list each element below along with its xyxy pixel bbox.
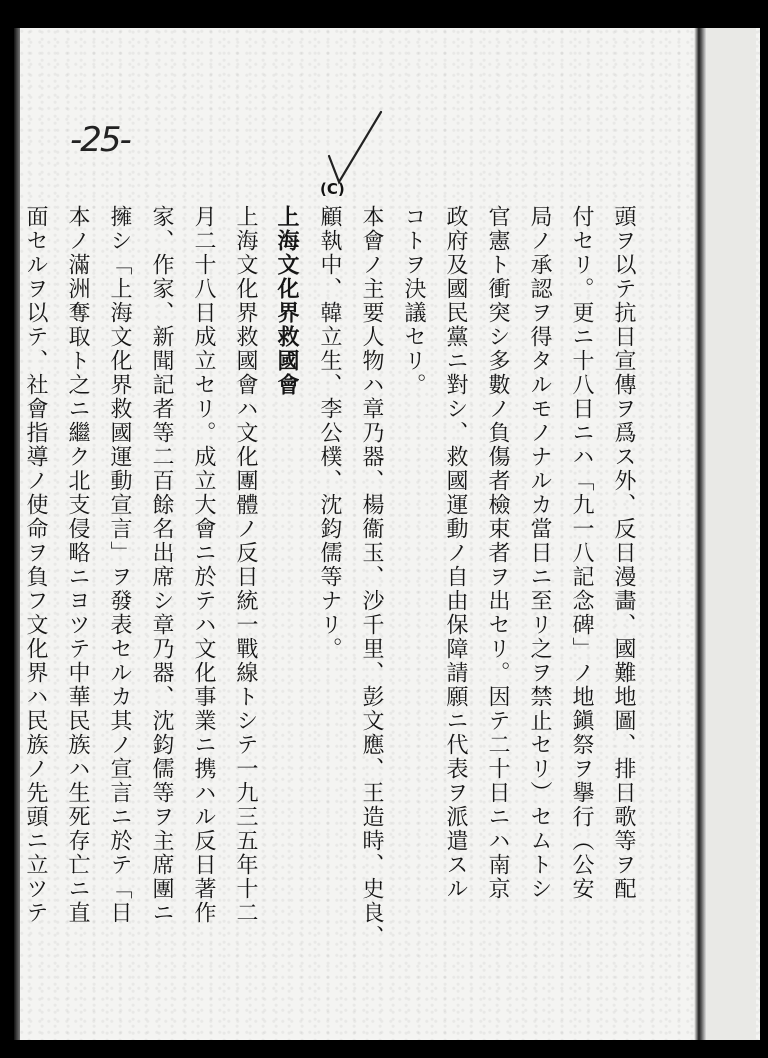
- page-number: -25-: [70, 120, 130, 160]
- text-column: 官憲ト衝突シ多數ノ負傷者檢束者ヲ出セリ。因テ二十日ニハ南京: [485, 205, 510, 901]
- text-column: 擁シ「上海文化界救國運動宣言」ヲ發表セルカ其ノ宣言ニ於テ「日: [107, 205, 132, 925]
- text-column: コトヲ決議セリ。: [401, 205, 426, 397]
- text-column: 上海文化界救國會ハ文化團體ノ反日統一戰線トシテ一九三五年十二: [233, 205, 258, 925]
- text-column: 局ノ承認ヲ得タルモノナルカ當日ニ至リ之ヲ禁止セリ）セムトシ: [527, 205, 552, 901]
- text-column: 政府及國民黨ニ對シ、救國運動ノ自由保障請願ニ代表ヲ派遣スル: [443, 205, 468, 901]
- text-column: 頭ヲ以テ抗日宣傳ヲ爲ス外、反日漫畵、國難地圖、排日歌等ヲ配: [611, 205, 636, 901]
- section-marker: (C): [320, 180, 345, 198]
- adjacent-page-strip: [706, 28, 756, 1040]
- page-fold-line: [694, 28, 706, 1040]
- text-column: 面セルヲ以テ、社會指導ノ使命ヲ負フ文化界ハ民族ノ先頭ニ立ツテ: [23, 205, 48, 925]
- text-column: 本會ノ主要人物ハ章乃器、楊衞玉、沙千里、彭文應、王造時、史良、: [359, 205, 384, 949]
- checkmark-icon: [325, 108, 385, 188]
- text-column: 顧執中、韓立生、李公樸、沈鈞儒等ナリ。: [317, 205, 342, 661]
- text-column: 付セリ。更ニ十八日ニハ「九一八記念碑」ノ地鎭祭ヲ擧行（公安: [569, 205, 594, 901]
- section-heading: 上海文化界救國會: [274, 205, 300, 397]
- text-column: 本ノ滿洲奪取ト之ニ繼ク北支侵略ニヨツテ中華民族ハ生死存亡ニ直: [65, 205, 90, 925]
- text-column: 家、作家、新聞記者等二百餘名出席シ章乃器、沈鈞儒等ヲ主席團ニ: [149, 205, 174, 925]
- text-column: 月二十八日成立セリ。成立大會ニ於テハ文化事業ニ携ハル反日著作: [191, 205, 216, 925]
